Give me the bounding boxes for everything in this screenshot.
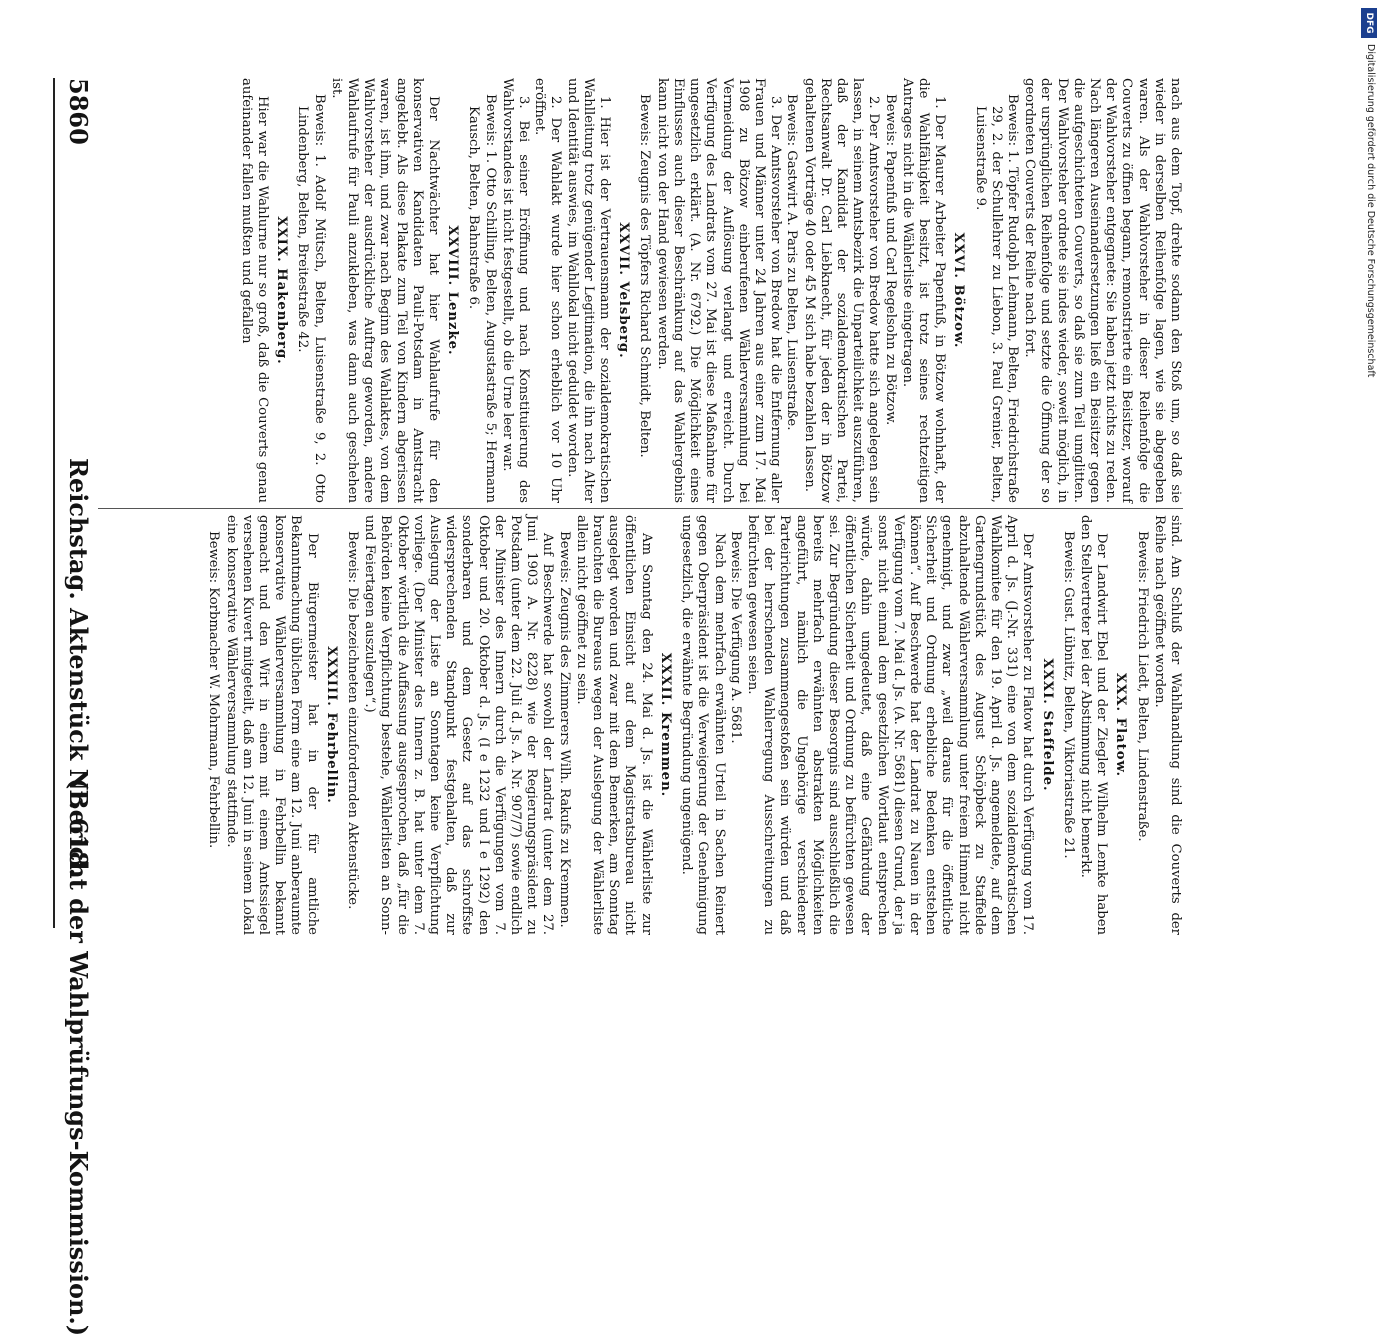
evidence-line: Beweis: 1. Adolf Mütsch, Belten, Luisenstraße 9, 2. Otto Lindenberg, Belten, Breitestraße 42. [295, 94, 327, 503]
paragraph: 1. Der Maurer Arbeiter Papenfuß, in Bötzow wohnhaft, der die Wahlfähigkeit besitzt, ist trotz seines rechtzeitigen Antrages nicht in die Wählerliste eingetragen. [899, 78, 948, 503]
paragraph: Hier war die Wahlurne nur so groß, daß die Couverts genau aufeinander fallen mußten und gefallen [238, 78, 271, 503]
evidence-line: Beweis: Die Verfügung A. 5681. [727, 531, 743, 744]
evidence-line: Beweis: Friedrich Liedt, Belten, Lindenstraße. [1134, 531, 1150, 842]
evidence-line: Beweis: Gust. Lübnitz, Belten, Viktoriastraße 21. [1060, 531, 1076, 859]
page-header [53, 78, 93, 1336]
section-heading: XXXIII. Fehrbellin. [323, 646, 339, 804]
evidence-line: Beweis: 1. Töpfer Rudolph Lehmann, Belten, Friedrichstraße 29, 2. der Schullehrer zu Liebon, 3. Paul Grenier, Belten, Luisenstraße 9. [972, 94, 1020, 503]
section-heading: XXVI. Bötzow. [951, 232, 967, 349]
page-number: 5860 [64, 78, 93, 145]
paragraph: 2. Der Wahlakt wurde hier schon erheblich vor 10 Uhr eröffnet. [532, 78, 564, 503]
digitization-credit [1359, 0, 1377, 1000]
left-column [238, 78, 1183, 503]
paragraph: Der Bürgermeister hat in der für amtliche Bekanntmachung üblichen Form eine am 12. Juni anberaumte konservative Wählerversammlung in Fehrbellin bekannt gemacht und den Wirt in einem mit einem Amtssiegel versehenen Kuvert mitgeteilt, daß am 12. Juni in seinem Lokal eine konservative Wählerversammlung stattfinde. [223, 515, 320, 935]
section-heading: XXXI. Staffelde. [1039, 658, 1055, 792]
dfg-logo: DFG [1361, 8, 1377, 38]
paragraph: 2. Der Amtsvorsteher von Bredow hatte sich angelegen sein lassen, in seinem Amtsbezirk die Unparteilichkeit auszuführen, daß der Kandidat der sozialdemokratischen Partei, Rechtsanwalt Dr. Carl Liebknecht, für jeden der in Bötzow gehaltenen Vorträge 40 oder 45 M sich habe bezahlen lassen. [801, 78, 882, 503]
paragraph: 1. Hier ist der Vertrauensmann der sozialdemokratischen Wahlleitung trotz genügender Legitimation, die ihn nach Alter und Identität auswies, im Wahllokal nicht geduldet worden. [564, 78, 613, 503]
paragraph: Der Landwirt Ebel und der Ziegler Wilhelm Lemke haben den Stellvertreter bei der Abstimmung nicht bemerkt. [1077, 515, 1110, 935]
paragraph: sind. Am Schluß der Wahlhandlung sind die Couverts der Reihe nach geöffnet worden. [1151, 515, 1183, 935]
paragraph: Auf Beschwerde hat sowohl der Landrat (unter dem 27. Juni 1903 A. Nr. 8228) wie der Regierungspräsident zu Potsdam (unter dem 22. Juli d. Js. A. Nr. 907/7) sowie endlich der Minister des Innern durch die Verfügungen vom 7. Oktober und 20. Oktober d. Js. (I e 1232 und I e 1292) den sonderbaren und dem Gesetz auf das schroffste widersprechenden Standpunkt festgehalten, daß zur Auslegung der Liste an Sonntagen keine Verpflichtung vorliege. (Der Minister des Innern z. B. hat unter dem 7. Oktober wörtlich die Auffassung ausgesprochen, daß „für die Behörden keine Verpflichtung bestehe, Wählerlisten an Sonn- und Feiertagen auszulegen“.) [362, 515, 556, 935]
section-heading: XXXII. Kremmen. [657, 652, 673, 798]
evidence-line: Beweis: Korbmacher W. Mohrmann, Fehrbellin. [206, 531, 222, 849]
evidence-line: Beweis: Zeugnis des Töpfers Richard Schmidt, Belten. [637, 94, 653, 458]
paragraph: Am Sonntag den 24. Mai d. Js. ist die Wählerliste zur öffentlichen Einsicht auf dem Magistratsbureau nicht ausgelegt worden und zwar mit dem Bemerken, am Sonntag brauchten die Bureaus wegen der Auslegung der Wählerliste allein nicht geöffnet zu sein. [573, 515, 654, 935]
paragraph: 3. Bei seiner Eröffnung und nach Konstituierung des Wahlvorstandes ist nicht festgestellt, ob die Urne leer war. [499, 78, 532, 503]
section-heading: XXX. Flatow. [1113, 672, 1129, 778]
right-column [205, 515, 1183, 935]
paragraph: nach aus dem Topf, drehte sodann den Stoß um, so daß sie wieder in derselben Reihenfolge lagen, wie sie abgegeben waren. Als der Wahlvorsteher in dieser Reihenfolge die Couverts zu öffnen begann, remonstrierte ein Beisitzer, worauf der Wahlvorsteher entgegnete: Sie haben jetzt nichts zu reden. Nach längeren Auseinandersetzungen ließ ein Beisitzer gegen die aufgeschichteten Couverts, so daß sie zum Teil umglitten. Der Wahlvorsteher ordnete sie indes wieder, soweit möglich, in der ursprünglichen Reihenfolge und setzte die Öffnung der so geordneten Couverts der Reihe nach fort. [1022, 78, 1183, 503]
column-divider [98, 508, 1183, 509]
header-title: Reichstag. Aktenstück Nr. 618. [64, 458, 93, 877]
header-subtitle: (Bericht der Wahlprüfungs-Kommission.) [64, 778, 93, 1336]
credit-text: Digitalisierung gefördert durch die Deutsche Forschungsgemeinschaft [1365, 44, 1376, 378]
section-heading: XXVII. Velsberg. [616, 222, 632, 359]
evidence-line: Beweis: Zeugnis des Zimmerers Wilh. Rakufs zu Kremmen. [556, 531, 572, 928]
evidence-line: Beweis: Die bezeichneten einzufordernden Aktenstücke. [345, 531, 361, 910]
section-heading: XXIX. Hakenberg. [274, 216, 290, 365]
paragraph: Nach dem mehrfach erwähnten Urteil in Sachen Reinert gegen Oberpräsident ist die Verweigerung der Genehmigung ungesetzlich, die erwähnte Begründung ungenügend. [679, 515, 727, 935]
evidence-line: Beweis: Papenfuß und Carl Regelsohn zu Bötzow. [882, 94, 898, 426]
paragraph: Der Amtsvorsteher zu Flatow hat durch Verfügung vom 17. April d. Js. (J.-Nr. 331) eine von dem sozialdemokratischen Wahlkomitee für den 19. April d. Js. angemeldete, auf dem Gartengrundstück des August Schöpbeck zu Staffelde abzuhaltende Wählerversammlung unter freiem Himmel nicht genehmigt, und zwar „weil daraus für die öffentliche Sicherheit und Ordnung erhebliche Bedenken entstehen können“. Auf Beschwerde hat der Landrat zu Nauen in der Verfügung vom 7. Mai d. Js. (A. Nr. 5681) diesen Grund, der ja sonst nicht einmal dem gesetzlichen Wortlaut entsprechen würde, dahin umgedeutet, daß eine Gefährdung der öffentlichen Sicherheit und Ordnung zu befürchten gewesen sei. Zur Begründung dieser Besorgnis sind ausschließlich die bereits mehrfach erwähnten abstrakten Möglichkeiten angeführt, nämlich die Ungehörige verschiedener Parteirichtungen zusammengestoßen sein würden und daß bei der herrschenden Wahlerregung Ausschreitungen zu befürchten gewesen seien. [744, 515, 1036, 935]
paragraph: Der Nachtwächter hat hier Wahlaufrufe für den konservativen Kandidaten Pauli-Potsdam in Amtstracht angeklebt. Als diese Plakate zum Teil von Kindern abgerissen waren, ist ihm, und zwar nach Beginn des Wahlaktes, von dem Wahlvorsteher der ausdrückliche Auftrag geworden, andere Wahlaufrufe für Pauli anzukleben, was dann auch geschehen ist. [328, 78, 442, 503]
header-rule [53, 78, 55, 928]
evidence-line: Beweis: 1. Otto Schilling, Belten, Augustastraße 5; Hermann Kausch, Belten, Bahnstraße 6. [466, 94, 498, 503]
paragraph: 3. Der Amtsvorsteher von Bredow hat die Entfernung aller Frauen und Männer unter 24 Jahren aus einer zum 17. Mai 1908 zu Bötzow einberufenen Wählerversammlung bei Vermeidung der Auflösung verlangt und erreicht. Durch Verfügung des Landrats vom 27. Mai ist diese Maßnahme für ungesetzlich erklärt. (A. Nr. 6792.) Die Möglichkeit eines Einflusses auch dieser Beschränkung auf das Wahlergebnis kann nicht von der Hand gewiesen werden. [654, 78, 784, 503]
section-heading: XXVIII. Lenzke. [445, 225, 461, 356]
evidence-line: Beweis: Gastwirt A. Paris zu Belten, Luisenstraße. [784, 94, 800, 431]
